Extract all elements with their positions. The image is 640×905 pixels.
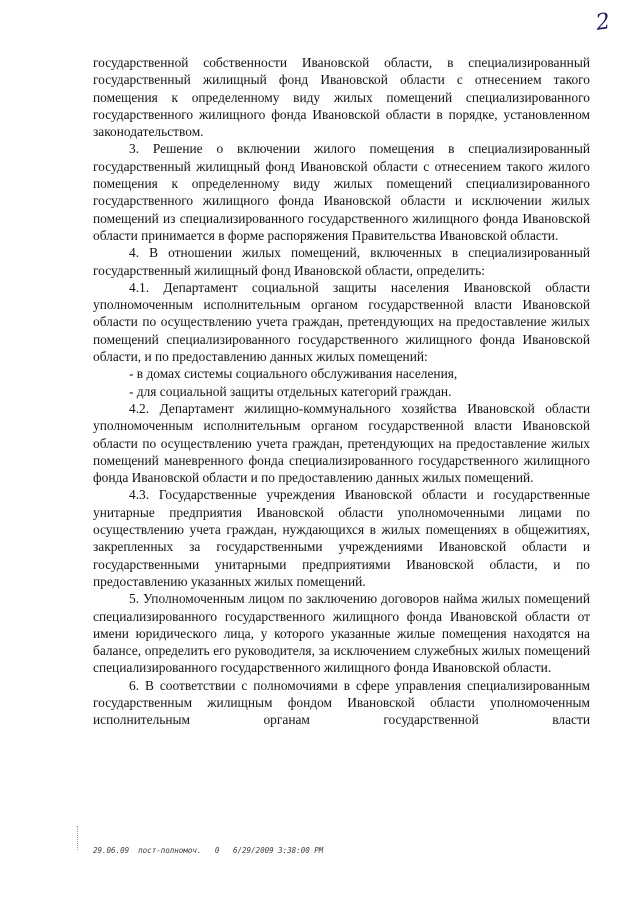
document-footer: 29.06.09 пост-полномоч. 0 6/29/2009 3:38:00 PM [93, 846, 324, 855]
paragraph-5: 5. Уполномоченным лицом по заключению договоров найма жилых помещений специализированного государственного жилищного фонда Ивановской области от имени юридического лица, у которого указанные жилые помещения находятся на балансе, определить его руководителя, за исключением служебных жилых помещений специализированного государственного жилищного фонда Ивановской области. [93, 591, 590, 676]
margin-mark [77, 826, 79, 850]
document-body [93, 54, 590, 729]
paragraph-4-3: 4.3. Государственные учреждения Ивановской области и государственные унитарные предприятия Ивановской области уполномоченными лицами по осуществлению учета граждан, нуждающихся в жилых помещениях в общежитиях, закрепленных за государственными учреждениями Ивановской области и государственными унитарными предприятиями Ивановской области, и по предоставлению указанных жилых помещений. [93, 487, 590, 589]
paragraph-6: 6. В соответствии с полномочиями в сфере управления специализированным государственным жилищным фондом Ивановской области уполномоченным исполнительным органам государственной власти [93, 677, 590, 728]
paragraph-4-1-item-b: - для социальной защиты отдельных категорий граждан. [129, 383, 452, 399]
paragraph-4-2: 4.2. Департамент жилищно-коммунального хозяйства Ивановской области уполномоченным исполнительным органом государственной власти Ивановской области по осуществлению учета граждан, претендующих на предоставление жилых помещений маневренного фонда специализированного государственного жилищного фонда Ивановской области и по предоставлению данных жилых помещений. [93, 400, 590, 486]
paragraph-4: 4. В отношении жилых помещений, включенных в специализированный государственный жилищный фонд Ивановской области, определить: [93, 245, 590, 278]
paragraph-4-1-item-a: - в домах системы социального обслуживания населения, [129, 366, 458, 382]
page-number: 2 [594, 9, 612, 36]
paragraph-3: 3. Решение о включении жилого помещения в специализированный государственный жилищный фонд Ивановской области с отнесением такого жилого помещения к определенному виду жилых помещений специализированного государственного жилищного фонда Ивановской области и исключении жилых помещений из специализированного государственного жилищного фонда Ивановской области принимается в форме распоряжения Правительства Ивановской области. [93, 141, 590, 243]
paragraph-continuation: государственной собственности Ивановской области, в специализированный государственный жилищный фонд Ивановской области с отнесением такого помещения к определенному виду жилых помещений специализированного государственного жилищного фонда Ивановской области в порядке, установленном законодательством. [93, 55, 590, 140]
paragraph-4-1: 4.1. Департамент социальной защиты населения Ивановской области уполномоченным исполнительным органом государственной власти Ивановской области по осуществлению учета граждан, претендующих на предоставление жилых помещений специализированного государственного жилищного фонда Ивановской области, и по предоставлению данных жилых помещений: [93, 279, 590, 365]
